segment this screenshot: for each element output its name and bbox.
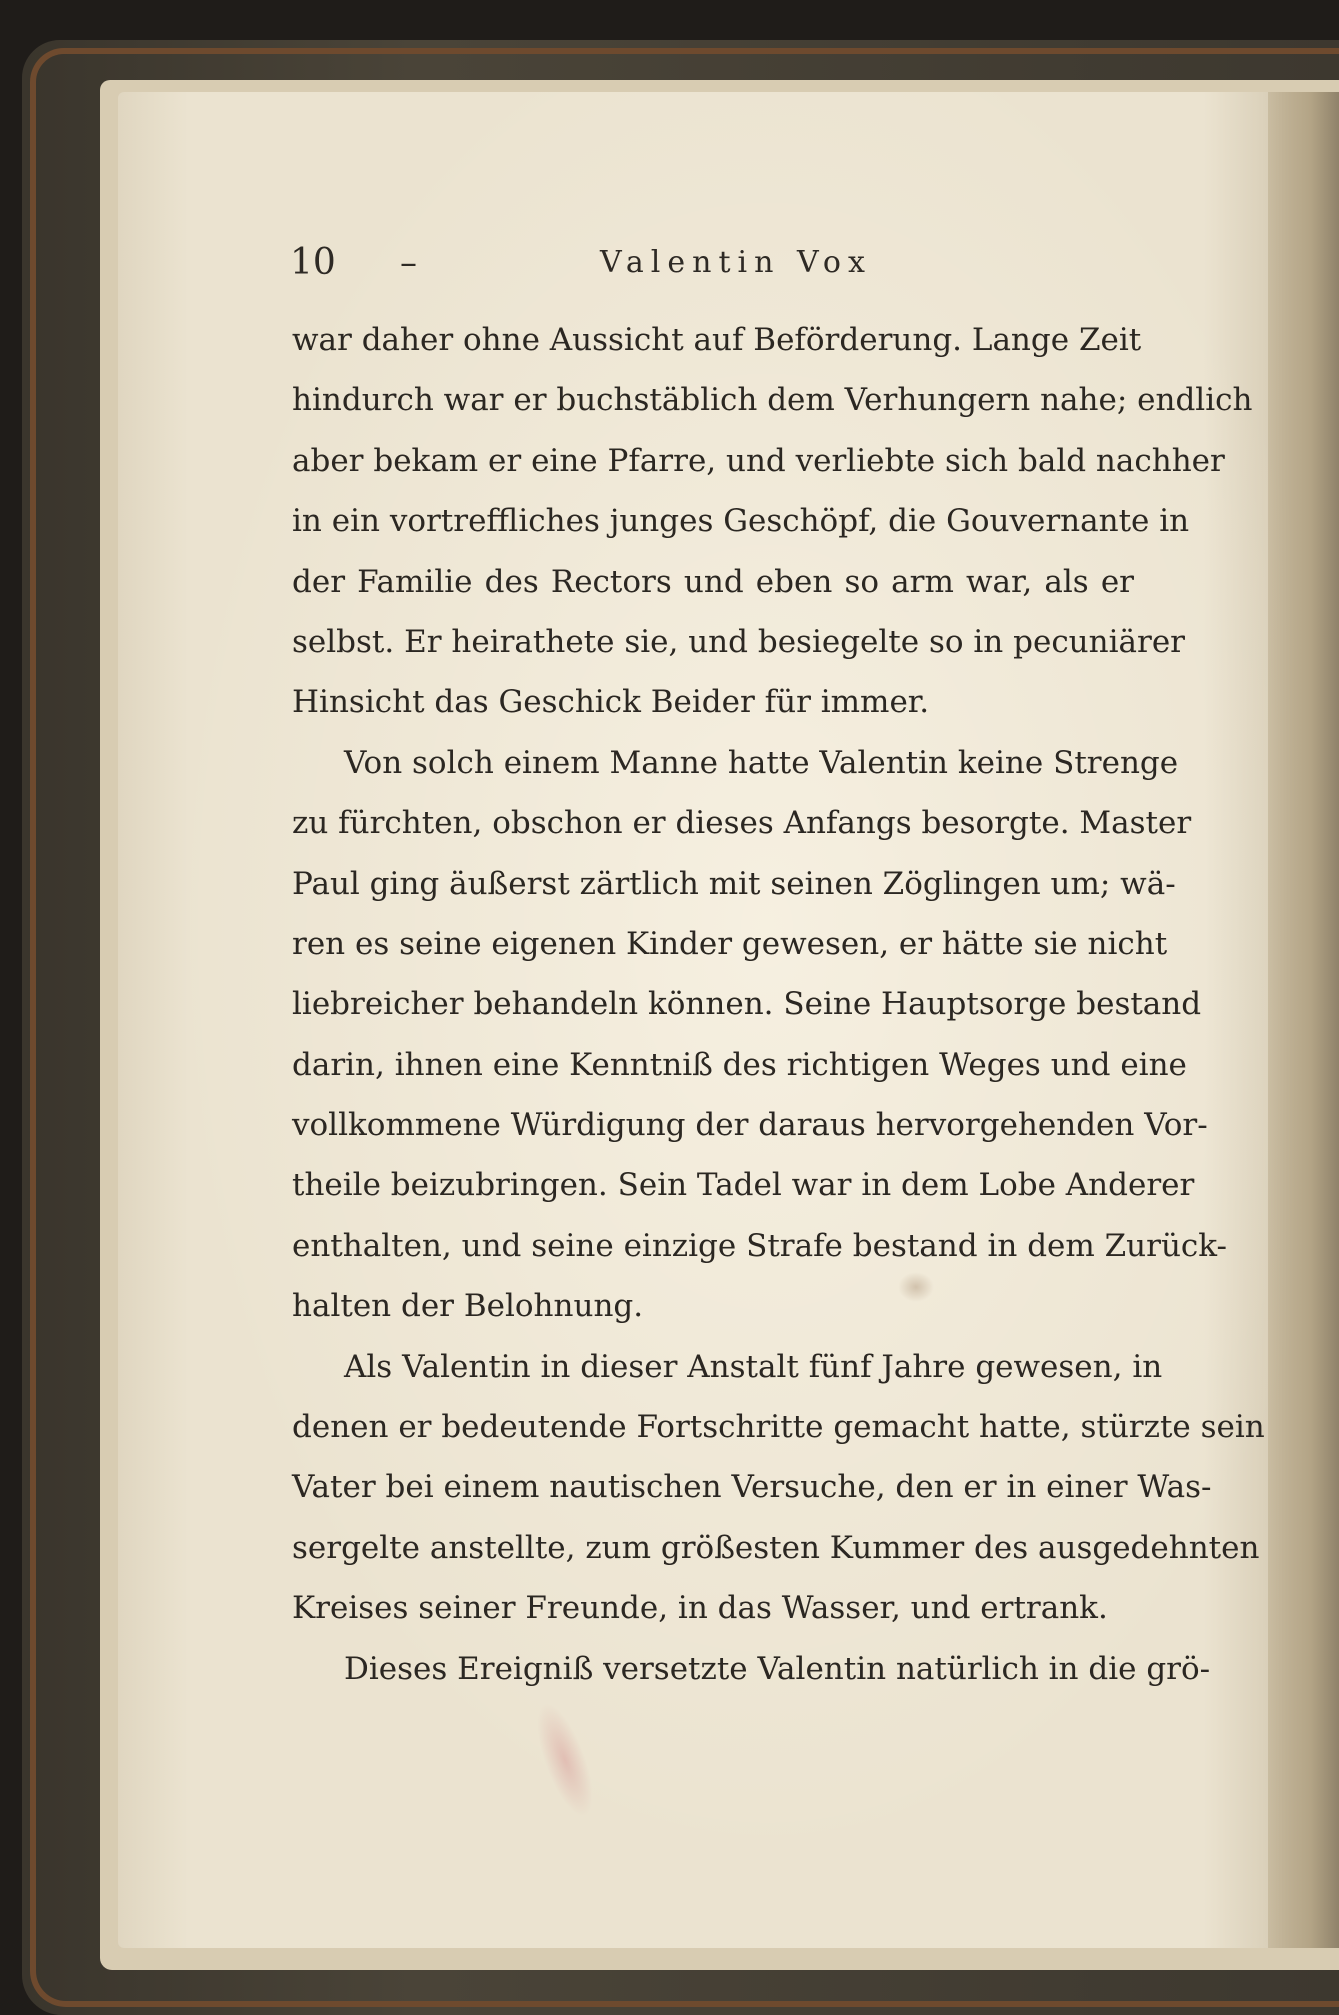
paragraph (292, 1639, 1211, 1699)
text-line: in ein vortreffliches junges Geschöpf, die Gouvernante in (292, 503, 1190, 540)
body-text (292, 310, 1265, 1699)
text-line: halten der Belohnung. (292, 1288, 644, 1325)
text-line: denen er bedeutende Fortschritte gemacht hatte, stürzte sein (292, 1409, 1265, 1446)
text-line: aber bekam er eine Pfarre, und verliebte sich bald nachher (292, 442, 1225, 479)
text-line: zu fürchten, obschon er dieses Anfangs besorgte. Master (292, 805, 1192, 842)
text-line: der Familie des Rectors und eben so arm war, als er (292, 563, 1134, 600)
page-number: 10 (290, 242, 336, 283)
text-line: Vater bei einem nautischen Versuche, den er in einer Was- (292, 1469, 1212, 1506)
text-line: theile beizubringen. Sein Tadel war in dem Lobe Anderer (292, 1167, 1195, 1204)
text-line: Als Valentin in dieser Anstalt fünf Jahre gewesen, in (344, 1348, 1163, 1385)
paragraph (292, 733, 1227, 1337)
text-line: Hinsicht das Geschick Beider für immer. (292, 684, 930, 721)
text-line: hindurch war er buchstäblich dem Verhungern nahe; endlich (292, 382, 1253, 419)
text-line: Dieses Ereigniß versetzte Valentin natürlich in die grö- (344, 1650, 1211, 1687)
running-head (290, 238, 1136, 288)
paragraph (292, 310, 1253, 733)
text-line: ren es seine eigenen Kinder gewesen, er hätte sie nicht (292, 925, 1168, 962)
text-line: selbst. Er heirathete sie, und besiegelte so in pecuniärer (292, 623, 1185, 660)
text-line: war daher ohne Aussicht auf Beförderung. Lange Zeit (292, 322, 1142, 358)
text-line: Paul ging äußerst zärtlich mit seinen Zöglingen um; wä- (292, 865, 1176, 902)
running-head-title: Valentin Vox (600, 245, 872, 280)
text-line: Von solch einem Manne hatte Valentin keine Strenge (344, 744, 1179, 781)
text-line: Kreises seiner Freunde, in das Wasser, und ertrank. (292, 1590, 1108, 1627)
paragraph (292, 1337, 1265, 1639)
text-line: vollkommene Würdigung der daraus hervorgehenden Vor- (292, 1107, 1208, 1144)
running-head-dash: – (400, 243, 417, 283)
text-line: liebreicher behandeln können. Seine Hauptsorge bestand (292, 986, 1202, 1023)
text-line: enthalten, und seine einzige Strafe bestand in dem Zurück- (292, 1227, 1227, 1264)
text-line: sergelte anstellte, zum größesten Kummer des ausgedehnten (292, 1529, 1260, 1566)
text-line: darin, ihnen eine Kenntniß des richtigen Weges und eine (292, 1046, 1187, 1083)
gutter-shadow (1268, 92, 1339, 1948)
